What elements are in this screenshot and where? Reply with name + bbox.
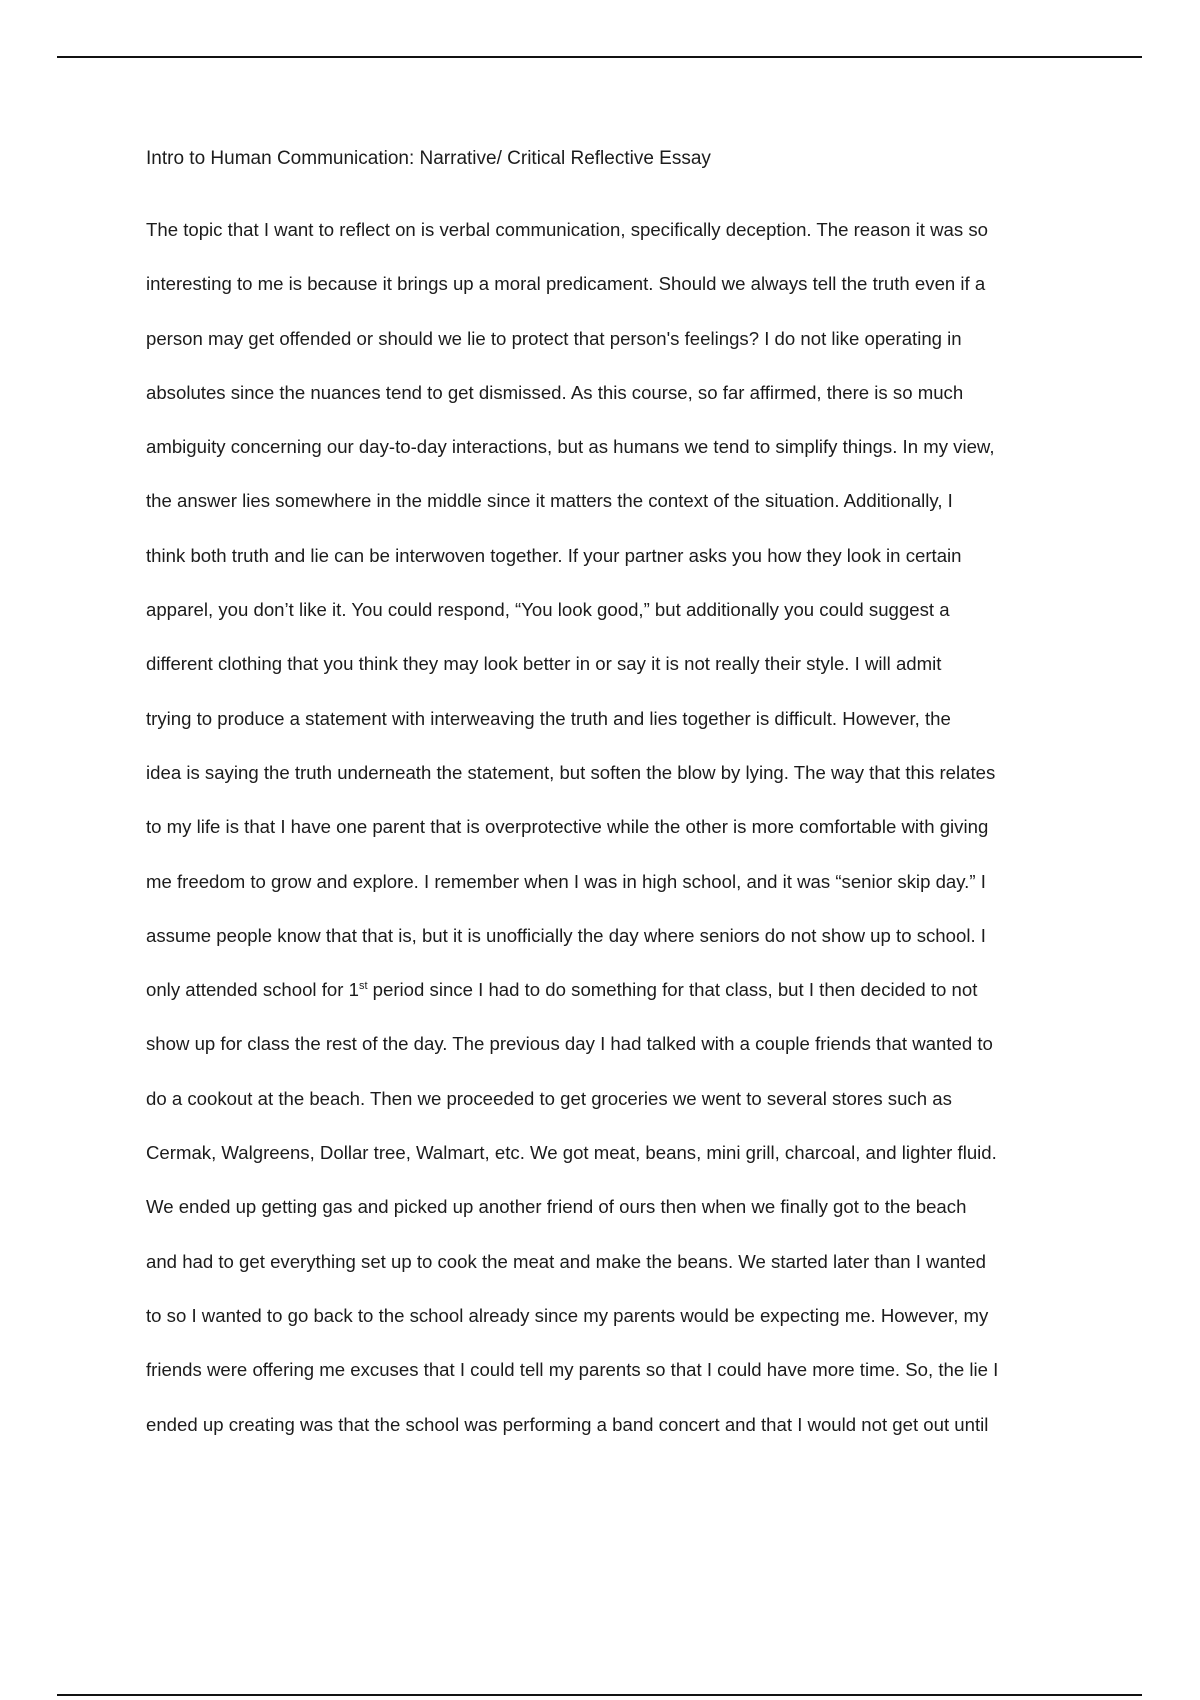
essay-line-text: period since I had to do something for that class, but I then decided to not: [367, 979, 978, 1001]
essay-line: ended up creating was that the school was performing a band concert and that I would not get out until: [146, 1413, 989, 1435]
ordinal-superscript: st: [358, 979, 368, 992]
essay-body: [146, 218, 1086, 1467]
essay-line: and had to get everything set up to cook the meat and make the beans. We started later than I wanted: [146, 1250, 987, 1272]
essay-line: [146, 978, 1086, 1032]
essay-line: apparel, you don’t like it. You could respond, “You look good,” but additionally you could suggest a: [146, 599, 950, 621]
essay-line: the answer lies somewhere in the middle since it matters the context of the situation. Additionally, I: [146, 490, 953, 512]
essay-line-text: only attended school for 1: [146, 979, 359, 1001]
essay-line: The topic that I want to reflect on is verbal communication, specifically deception. The reason it was so: [146, 219, 988, 240]
essay-line: idea is saying the truth underneath the statement, but soften the blow by lying. The way that this relates: [146, 761, 996, 783]
essay-line: interesting to me is because it brings up a moral predicament. Should we always tell the truth even if a: [146, 273, 986, 295]
essay-line: me freedom to grow and explore. I remember when I was in high school, and it was “senior skip day.” I: [146, 870, 986, 892]
essay-line: assume people know that that is, but it is unofficially the day where seniors do not show up to school. I: [146, 924, 986, 946]
essay-line: to so I wanted to go back to the school already since my parents would be expecting me. However, my: [146, 1304, 989, 1326]
essay-line: We ended up getting gas and picked up another friend of ours then when we finally got to the beach: [146, 1196, 967, 1218]
essay-line: to my life is that I have one parent that is overprotective while the other is more comfortable with giving: [146, 816, 989, 838]
essay-line: think both truth and lie can be interwoven together. If your partner asks you how they look in certain: [146, 544, 962, 566]
header-rule: [57, 56, 1142, 58]
essay-line: person may get offended or should we lie to protect that person's feelings? I do not like operating in: [146, 327, 962, 349]
essay-line: ambiguity concerning our day-to-day interactions, but as humans we tend to simplify things. In my view,: [146, 436, 995, 458]
essay-line: trying to produce a statement with interweaving the truth and lies together is difficult. However, the: [146, 707, 951, 729]
essay-title: Intro to Human Communication: Narrative/ Critical Reflective Essay: [146, 148, 711, 169]
essay-line: show up for class the rest of the day. The previous day I had talked with a couple friends that wanted to: [146, 1033, 993, 1055]
footer-rule: [57, 1694, 1142, 1696]
essay-line: different clothing that you think they may look better in or say it is not really their style. I will admit: [146, 653, 942, 675]
essay-line: do a cookout at the beach. Then we proceeded to get groceries we went to several stores such as: [146, 1087, 952, 1109]
essay-line: Cermak, Walgreens, Dollar tree, Walmart, etc. We got meat, beans, mini grill, charcoal, and lighter fluid.: [146, 1142, 997, 1164]
essay-line: absolutes since the nuances tend to get dismissed. As this course, so far affirmed, there is so much: [146, 381, 964, 403]
essay-line: friends were offering me excuses that I could tell my parents so that I could have more time. So, the lie I: [146, 1359, 999, 1381]
